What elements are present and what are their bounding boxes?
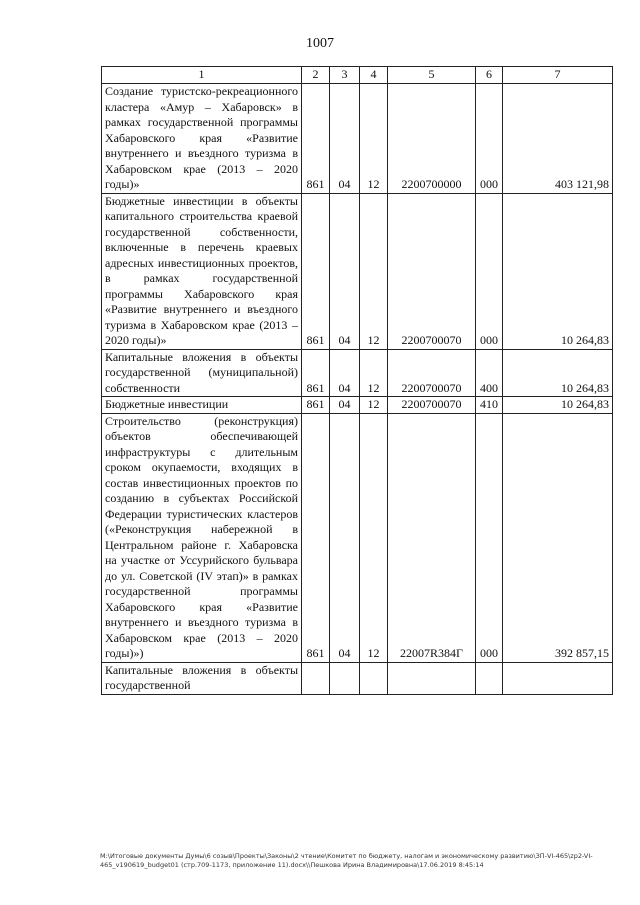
row-target <box>388 662 476 694</box>
row-target: 22007R384Г <box>388 413 476 662</box>
row-name: Капитальные вложения в объекты государственной <box>102 662 302 694</box>
row-amount: 403 121,98 <box>503 84 613 194</box>
row-code-3: 04 <box>330 397 360 414</box>
row-code-2: 861 <box>302 397 330 414</box>
header-col-5: 5 <box>388 67 476 84</box>
header-col-2: 2 <box>302 67 330 84</box>
row-code-2: 861 <box>302 413 330 662</box>
row-code-4: 12 <box>360 84 388 194</box>
row-code-2: 861 <box>302 193 330 349</box>
row-code-4: 12 <box>360 397 388 414</box>
row-code-3 <box>330 662 360 694</box>
header-col-7: 7 <box>503 67 613 84</box>
row-type: 000 <box>476 193 503 349</box>
row-code-2: 861 <box>302 84 330 194</box>
header-col-3: 3 <box>330 67 360 84</box>
table-row <box>102 349 613 397</box>
row-code-4: 12 <box>360 349 388 397</box>
page-number: 1007 <box>306 36 334 51</box>
row-code-3: 04 <box>330 193 360 349</box>
row-type: 400 <box>476 349 503 397</box>
row-type: 000 <box>476 84 503 194</box>
row-code-3: 04 <box>330 84 360 194</box>
row-amount: 10 264,83 <box>503 397 613 414</box>
row-code-3: 04 <box>330 413 360 662</box>
row-name: Создание туристско-рекреационного кластера «Амур – Хабаровск» в рамках государственной программы Хабаровского края «Развитие внутреннего и въездного туризма в Хабаровском крае (2013 – 2020 годы)» <box>102 84 302 194</box>
row-code-4 <box>360 662 388 694</box>
row-amount <box>503 662 613 694</box>
row-name: Бюджетные инвестиции в объекты капитального строительства краевой государственной собственности, включенные в перечень краевых адресных инвестиционных проектов, в рамках государственной программы Хабаровского края «Развитие внутреннего и въездного туризма в Хабаровском крае (2013 – 2020 годы)» <box>102 193 302 349</box>
row-target: 2200700070 <box>388 397 476 414</box>
header-col-1: 1 <box>102 67 302 84</box>
row-code-3: 04 <box>330 349 360 397</box>
row-code-2 <box>302 662 330 694</box>
header-col-4: 4 <box>360 67 388 84</box>
row-type: 410 <box>476 397 503 414</box>
file-path-footer: М:\Итоговые документы Думы\6 созыв\Проекты\Законы\2 чтение\Комитет по бюджету, налогам и экономическому развитию\ЗП-VI-465\zp2-VI-465_v190619_budget01 (стр.709-1173, приложение 11).docx\\Пешкова Ирина Владимировна\17.06.2019 8:45:14 <box>100 852 593 869</box>
table-row <box>102 397 613 414</box>
row-amount: 10 264,83 <box>503 349 613 397</box>
row-target: 2200700070 <box>388 349 476 397</box>
row-name: Бюджетные инвестиции <box>102 397 302 414</box>
row-code-2: 861 <box>302 349 330 397</box>
row-target: 2200700000 <box>388 84 476 194</box>
header-row <box>102 67 613 84</box>
table-row <box>102 193 613 349</box>
row-name: Строительство (реконструкция) объектов обеспечивающей инфраструктуры с длительным сроком окупаемости, входящих в состав инвестиционных проектов по созданию в субъектах Российской Федерации туристических кластеров («Реконструкция набережной в Центральном районе г. Хабаровска на участке от Уссурийского бульвара до ул. Советской (IV этап)» в рамках государственной программы Хабаровского края «Развитие внутреннего и въездного туризма в Хабаровском крае (2013 – 2020 годы)») <box>102 413 302 662</box>
table-row <box>102 84 613 194</box>
row-code-4: 12 <box>360 413 388 662</box>
row-amount: 10 264,83 <box>503 193 613 349</box>
row-type: 000 <box>476 413 503 662</box>
row-name: Капитальные вложения в объекты государственной (муниципальной) собственности <box>102 349 302 397</box>
header-col-6: 6 <box>476 67 503 84</box>
row-target: 2200700070 <box>388 193 476 349</box>
row-amount: 392 857,15 <box>503 413 613 662</box>
budget-table <box>101 66 613 695</box>
table-row <box>102 413 613 662</box>
row-type <box>476 662 503 694</box>
row-code-4: 12 <box>360 193 388 349</box>
table-row <box>102 662 613 694</box>
